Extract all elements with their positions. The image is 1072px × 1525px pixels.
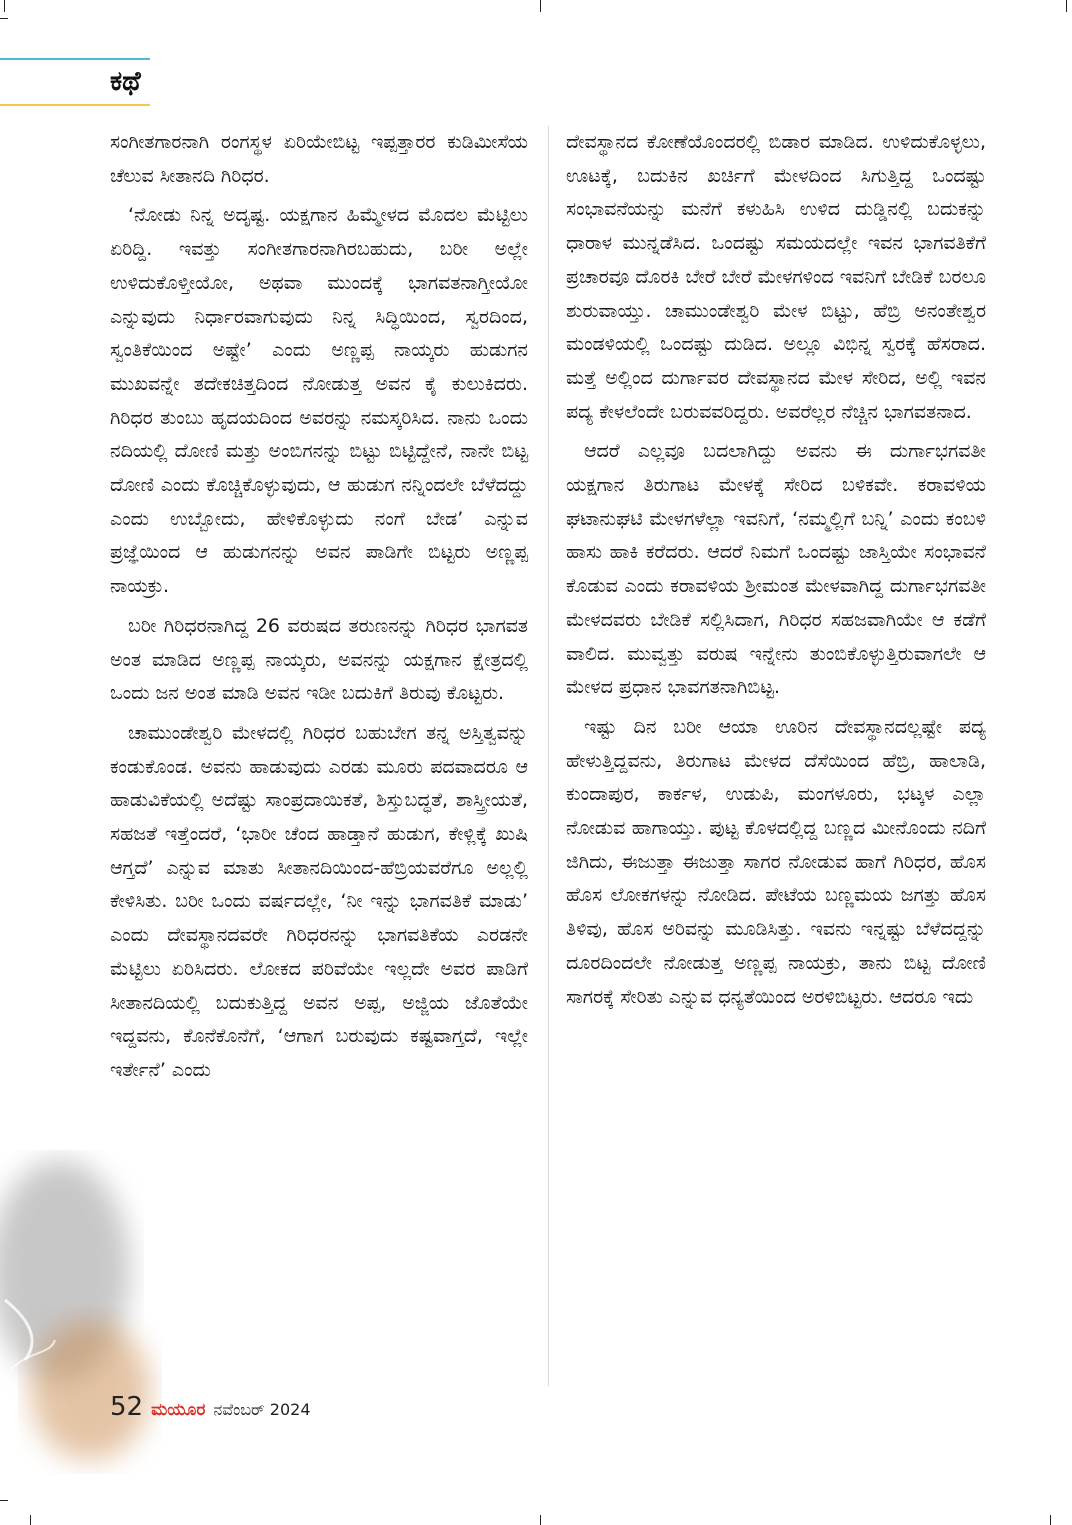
crop-mark-bottom-right	[1050, 1515, 1051, 1525]
crop-mark-left-lower	[0, 1500, 8, 1501]
page-footer	[110, 1392, 311, 1422]
magazine-logo: ಮಯೂರ	[151, 1400, 206, 1420]
right-column	[566, 126, 986, 1020]
paragraph: ‘ನೋಡು ನಿನ್ನ ಅದೃಷ್ಟ. ಯಕ್ಷಗಾನ ಹಿಮ್ಮೇಳದ ಮೊದಲ ಮೆಟ್ಟಿಲು ಏರಿದ್ದಿ. ಇವತ್ತು ಸಂಗೀತಗಾರನಾಗಿರಬಹುದು, ಬರೀ ಅಲ್ಲೇ ಉಳಿದುಕೊಳ್ತೀಯೋ, ಅಥವಾ ಮುಂದಕ್ಕೆ ಭಾಗವತನಾಗ್ತೀಯೋ ಎನ್ನುವುದು ನಿರ್ಧಾರವಾಗುವುದು ನಿನ್ನ ಸಿದ್ಧಿಯಿಂದ, ಸ್ವರದಿಂದ, ಸ್ವಂತಿಕೆಯಿಂದ ಅಷ್ಟೇ’ ಎಂದು ಅಣ್ಣಪ್ಪ ನಾಯ್ಕರು ಹುಡುಗನ ಮುಖವನ್ನೇ ತದೇಕಚಿತ್ತದಿಂದ ನೋಡುತ್ತ ಅವನ ಕೈ ಕುಲುಕಿದರು. ಗಿರಿಧರ ತುಂಬು ಹೃದಯದಿಂದ ಅವರನ್ನು ನಮಸ್ಕರಿಸಿದ. ನಾನು ಒಂದು ನದಿಯಲ್ಲಿ ದೋಣಿ ಮತ್ತು ಅಂಬಿಗನನ್ನು ಬಿಟ್ಟು ಬಿಟ್ಟಿದ್ದೇನೆ, ನಾನೇ ಬಿಟ್ಟ ದೋಣಿ ಎಂದು ಕೊಚ್ಚಿಕೊಳ್ಳುವುದು, ಆ ಹುಡುಗ ನನ್ನಿಂದಲೇ ಬೆಳೆದದ್ದು ಎಂದು ಉಬ್ಬೋದು, ಹೇಳಿಕೊಳ್ಳುದು ನಂಗೆ ಬೇಡ’ ಎನ್ನುವ ಪ್ರಜ್ಞೆಯಿಂದ ಆ ಹುಡುಗನನ್ನು ಅವನ ಪಾಡಿಗೇ ಬಿಟ್ಟರು ಅಣ್ಣಪ್ಪ ನಾಯಕ್ರು.	[110, 204, 528, 598]
section-title: ಕಥೆ	[110, 66, 141, 97]
crop-mark-top-mid	[540, 0, 541, 12]
paragraph: ಆದರೆ ಎಲ್ಲವೂ ಬದಲಾಗಿದ್ದು ಅವನು ಈ ದುರ್ಗಾಭಗವತೀ ಯಕ್ಷಗಾನ ತಿರುಗಾಟ ಮೇಳಕ್ಕೆ ಸೇರಿದ ಬಳಿಕವೇ. ಕರಾವಳಿಯ ಘಟಾನುಘಟಿ ಮೇಳಗಳೆಲ್ಲಾ ಇವನಿಗೆ, ‘ನಮ್ಮಲ್ಲಿಗೆ ಬನ್ನಿ’ ಎಂದು ಕಂಬಳಿ ಹಾಸು ಹಾಕಿ ಕರೆದರು. ಆದರೆ ನಿಮಗೆ ಒಂದಷ್ಟು ಜಾಸ್ತಿಯೇ ಸಂಭಾವನೆ ಕೊಡುವ ಎಂದು ಕರಾವಳಿಯ ಶ್ರೀಮಂತ ಮೇಳವಾಗಿದ್ದ ದುರ್ಗಾಭಗವತೀ ಮೇಳದವರು ಬೇಡಿಕೆ ಸಲ್ಲಿಸಿದಾಗ, ಗಿರಿಧರ ಸಹಜವಾಗಿಯೇ ಆ ಕಡೆಗೆ ವಾಲಿದ. ಮುವ್ವತ್ತು ವರುಷ ಇನ್ನೇನು ತುಂಬಿಕೊಳ್ಳುತ್ತಿರುವಾಗಲೇ ಆ ಮೇಳದ ಪ್ರಧಾನ ಭಾವಗತನಾಗಿಬಿಟ್ಟ.	[566, 440, 986, 699]
header-rule-yellow	[0, 104, 150, 106]
paragraph: ಚಾಮುಂಡೇಶ್ವರಿ ಮೇಳದಲ್ಲಿ ಗಿರಿಧರ ಬಹುಬೇಗ ತನ್ನ ಅಸ್ತಿತ್ವವನ್ನು ಕಂಡುಕೊಂಡ. ಅವನು ಹಾಡುವುದು ಎರಡು ಮೂರು ಪದವಾದರೂ ಆ ಹಾಡುವಿಕೆಯಲ್ಲಿ ಅದೆಷ್ಟು ಸಾಂಪ್ರದಾಯಿಕತೆ, ಶಿಸ್ತುಬದ್ಧತೆ, ಶಾಸ್ತ್ರೀಯತೆ, ಸಹಜತೆ ಇತ್ತೆಂದರೆ, ‘ಭಾರೀ ಚೆಂದ ಹಾಡ್ತಾನೆ ಹುಡುಗ, ಕೇಳ್ಲಿಕ್ಕೆ ಖುಷಿ ಆಗ್ತದೆ’ ಎನ್ನುವ ಮಾತು ಸೀತಾನದಿಯಿಂದ-ಹೆಬ್ರಿಯವರೆಗೂ ಅಲ್ಲಲ್ಲಿ ಕೇಳಿಸಿತು. ಬರೀ ಒಂದು ವರ್ಷದಲ್ಲೇ, ‘ನೀ ಇನ್ನು ಭಾಗವತಿಕೆ ಮಾಡು’ ಎಂದು ದೇವಸ್ಥಾನದವರೇ ಗಿರಿಧರನನ್ನು ಭಾಗವತಿಕೆಯ ಎರಡನೇ ಮೆಟ್ಟಿಲು ಏರಿಸಿದರು. ಲೋಕದ ಪರಿವೆಯೇ ಇಲ್ಲದೇ ಅವರ ಪಾಡಿಗೆ ಸೀತಾನದಿಯಲ್ಲಿ ಬದುಕುತ್ತಿದ್ದ ಅವನ ಅಪ್ಪ, ಅಜ್ಜಿಯ ಜೊತೆಯೇ ಇದ್ದವನು, ಕೊನೆಕೊನೆಗೆ, ‘ಆಗಾಗ ಬರುವುದು ಕಷ್ಟವಾಗ್ತದೆ, ಇಲ್ಲೇ ಇರ್ತೇನೆ’ ಎಂದು	[110, 721, 528, 1081]
decorative-ink-smudge	[0, 1150, 170, 1480]
page-number: 52	[110, 1392, 144, 1422]
issue-date: ನವೆಂಬರ್ 2024	[213, 1400, 311, 1419]
paragraph: ಬರೀ ಗಿರಿಧರನಾಗಿದ್ದ 26 ವರುಷದ ತರುಣನನ್ನು ಗಿರಿಧರ ಭಾಗವತ ಅಂತ ಮಾಡಿದ ಅಣ್ಣಪ್ಪ ನಾಯ್ಕರು, ಅವನನ್ನು ಯಕ್ಷಗಾನ ಕ್ಷೇತ್ರದಲ್ಲಿ ಒಂದು ಜನ ಅಂತ ಮಾಡಿ ಅವನ ಇಡೀ ಬದುಕಿಗೆ ತಿರುವು ಕೊಟ್ಟರು.	[110, 614, 528, 705]
left-column	[110, 126, 528, 1094]
crop-mark-bottom-mid	[540, 1515, 541, 1525]
crop-mark-left-upper	[0, 18, 8, 19]
paragraph: ಇಷ್ಟು ದಿನ ಬರೀ ಆಯಾ ಊರಿನ ದೇವಸ್ಥಾನದಲ್ಲಷ್ಟೇ ಪದ್ಯ ಹೇಳುತ್ತಿದ್ದವನು, ತಿರುಗಾಟ ಮೇಳದ ದೆಸೆಯಿಂದ ಹೆಬ್ರಿ, ಹಾಲಾಡಿ, ಕುಂದಾಪುರ, ಕಾರ್ಕಳ, ಉಡುಪಿ, ಮಂಗಳೂರು, ಭಟ್ಕಳ ಎಲ್ಲಾ ನೋಡುವ ಹಾಗಾಯ್ತು. ಪುಟ್ಟ ಕೊಳದಲ್ಲಿದ್ದ ಬಣ್ಣದ ಮೀನೊಂದು ನದಿಗೆ ಜಿಗಿದು, ಈಜುತ್ತಾ ಈಜುತ್ತಾ ಸಾಗರ ನೋಡುವ ಹಾಗೆ ಗಿರಿಧರ, ಹೊಸ ಹೊಸ ಲೋಕಗಳನ್ನು ನೋಡಿದ. ಪೇಟೆಯ ಬಣ್ಣಮಯ ಜಗತ್ತು ಹೊಸ ತಿಳಿವು, ಹೊಸ ಅರಿವನ್ನು ಮೂಡಿಸಿತ್ತು. ಇವನು ಇನ್ನಷ್ಟು ಬೆಳೆದದ್ದನ್ನು ದೂರದಿಂದಲೇ ನೋಡುತ್ತ ಅಣ್ಣಪ್ಪ ನಾಯಕ್ರು, ತಾನು ಬಿಟ್ಟ ದೋಣಿ ಸಾಗರಕ್ಕೆ ಸೇರಿತು ಎನ್ನುವ ಧನ್ಯತೆಯಿಂದ ಅರಳಿಬಿಟ್ಟರು. ಆದರೂ ಇದು	[566, 715, 986, 1008]
crop-mark-top-left	[4, 0, 5, 12]
paragraph: ದೇವಸ್ಥಾನದ ಕೋಣೆಯೊಂದರಲ್ಲಿ ಬಿಡಾರ ಮಾಡಿದ. ಉಳಿದುಕೊಳ್ಳಲು, ಊಟಕ್ಕೆ, ಬದುಕಿನ ಖರ್ಚಿಗೆ ಮೇಳದಿಂದ ಸಿಗುತ್ತಿದ್ದ ಒಂದಷ್ಟು ಸಂಭಾವನೆಯನ್ನು ಮನೆಗೆ ಕಳುಹಿಸಿ ಉಳಿದ ದುಡ್ಡಿನಲ್ಲಿ ಬದುಕನ್ನು ಧಾರಾಳ ಮುನ್ನಡೆಸಿದ. ಒಂದಷ್ಟು ಸಮಯದಲ್ಲೇ ಇವನ ಭಾಗವತಿಕೆಗೆ ಪ್ರಚಾರವೂ ದೊರಕಿ ಬೇರೆ ಬೇರೆ ಮೇಳಗಳಿಂದ ಇವನಿಗೆ ಬೇಡಿಕೆ ಬರಲೂ ಶುರುವಾಯ್ತು. ಚಾಮುಂಡೇಶ್ವರಿ ಮೇಳ ಬಿಟ್ಟು, ಹೆಬ್ರಿ ಅನಂತೇಶ್ವರ ಮಂಡಳಿಯಲ್ಲಿ ಒಂದಷ್ಟು ದುಡಿದ. ಅಲ್ಲೂ ವಿಭಿನ್ನ ಸ್ವರಕ್ಕೆ ಹೆಸರಾದ. ಮತ್ತೆ ಅಲ್ಲಿಂದ ದುರ್ಗಾವರ ದೇವಸ್ಥಾನದ ಮೇಳ ಸೇರಿದ, ಅಲ್ಲಿ ಇವನ ಪದ್ಯ ಕೇಳಲೆಂದೇ ಬರುವವರಿದ್ದರು. ಅವರೆಲ್ಲರ ನೆಚ್ಚಿನ ಭಾಗವತನಾದ.	[566, 131, 986, 423]
paragraph: ಸಂಗೀತಗಾರನಾಗಿ ರಂಗಸ್ಥಳ ಏರಿಯೇಬಿಟ್ಟ ಇಪ್ಪತ್ತಾರರ ಕುಡಿಮೀಸೆಯ ಚೆಲುವ ಸೀತಾನದಿ ಗಿರಿಧರ.	[110, 131, 528, 187]
crop-mark-top-right	[1066, 0, 1067, 12]
crop-mark-bottom-left	[30, 1515, 31, 1525]
header-rule-blue	[0, 58, 150, 60]
column-divider	[548, 126, 549, 1386]
